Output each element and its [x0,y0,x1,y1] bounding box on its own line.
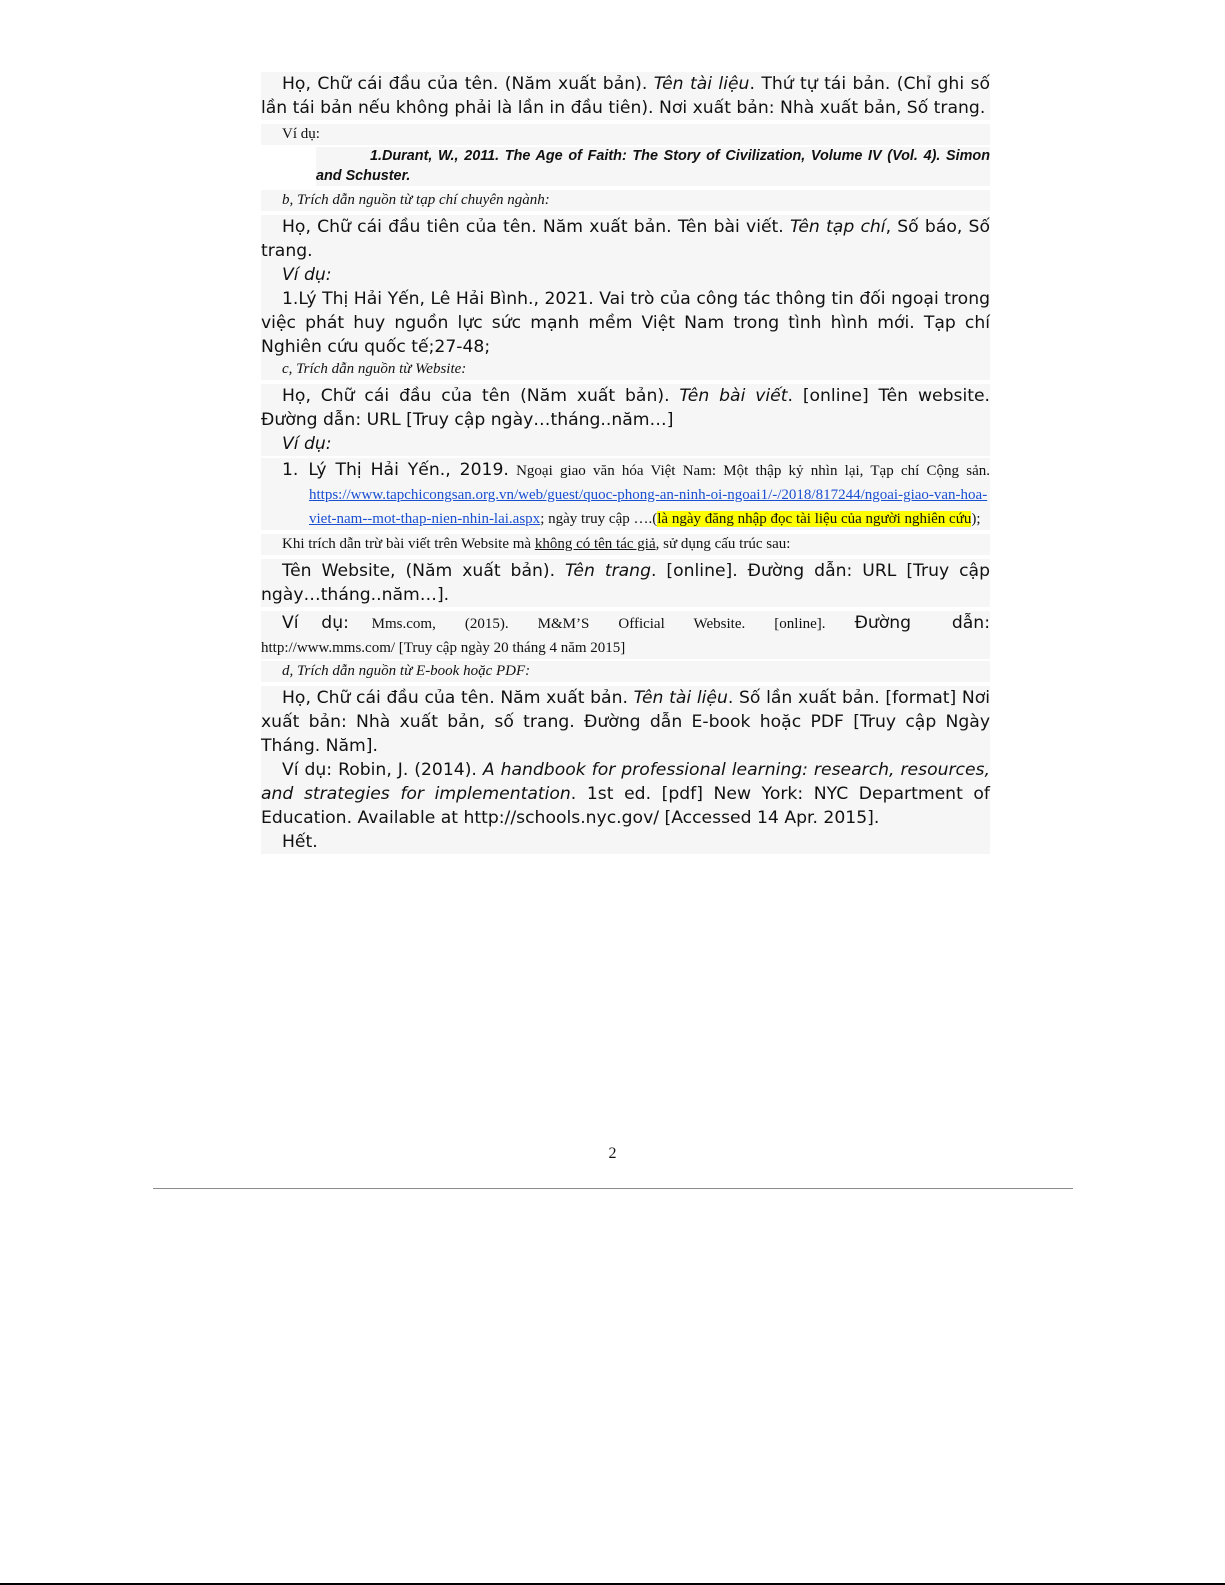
example-author: Lý Thị Hải Yến., 2019. [308,460,509,480]
example-text: Đường dẫn: [854,613,990,633]
format-title: Tên tạp chí [789,217,886,237]
website-example [261,458,990,530]
example-label: Ví dụ: [261,263,990,287]
format-text: Họ, Chữ cái đầu của tên. Năm xuất bản. [282,688,634,708]
example-text: . 1st ed. [pdf] New York: NYC Department of Education. Available at http://schools.nyc.gov/ [Accessed 14 Apr. 2015]. [261,784,990,828]
format-text: . Thứ tự tái bản. (Chỉ ghi số lần tái bản nếu không phải là lần in đầu tiên). Nơi xuất bản: Nhà xuất bản, Số trang. [261,74,990,118]
format-text: . Số lần xuất bản. [format] Nơi xuất bản: Nhà xuất bản, số trang. Đường dẫn E-book hoặc PDF [Truy cập Ngày Tháng. Năm]. [261,688,990,756]
format-title: Tên tài liệu [633,688,728,708]
example-text: Mms.com, (2015). M&M’S Official Website. [online]. [371,616,855,632]
journal-heading: b, Trích dẫn nguồn từ tạp chí chuyên ngành: [261,190,990,211]
no-author-note [261,534,990,555]
format-text: , Số báo, Số trang. [261,217,990,261]
format-title: Tên bài viết [679,386,788,406]
example-label: Ví dụ: [261,432,990,456]
ebook-example [261,758,990,830]
format-text: . [online] Tên website. Đường dẫn: URL [Truy cập ngày…tháng..năm…] [261,386,991,430]
page-number: 2 [608,1145,617,1162]
underlined-text: không có tên tác giả [534,536,656,552]
no-author-example [261,611,990,659]
example-url: http://www.mms.com/ [Truy cập ngày 20 tháng 4 năm 2015] [261,640,626,656]
example-text: ; ngày truy cập ….( [540,511,658,527]
website-citation-format [261,384,990,432]
page-divider [153,1188,1073,1189]
format-text: Tên Website, (Năm xuất bản). [282,561,566,581]
journal-citation-format [261,215,990,263]
example-label: Ví dụ: [282,760,339,780]
example-title: A handbook for professional learning: research, resources, and strategies for implementation [261,760,990,804]
example-label: Ví dụ: [282,613,372,633]
ebook-heading: d, Trích dẫn nguồn từ E-book hoặc PDF: [261,661,990,682]
document-body [261,72,990,854]
no-author-format [261,559,990,607]
website-heading: c, Trích dẫn nguồn từ Website: [261,359,990,380]
example-text: Ngoại giao văn hóa Việt Nam: Một thập kỷ nhìn lại, Tạp chí Cộng sản. [508,463,990,479]
journal-example: 1.Lý Thị Hải Yến, Lê Hải Bình., 2021. Vai trò của công tác thông tin đối ngoại trong việc phát huy nguồn lực sức mạnh mềm Việt Nam trong tình hình mới. Tạp chí Nghiên cứu quốc tế;27-48; [261,289,990,357]
list-number: 1. [282,460,299,480]
highlighted-text: là ngày đăng nhập đọc tài liệu của người nghiên cứu [657,511,972,527]
format-title: Tên tài liệu [653,74,750,94]
format-text: Họ, Chữ cái đầu của tên (Năm xuất bản). [282,386,680,406]
example-text: Robin, J. (2014). [338,760,483,780]
note-text: Khi trích dẫn trừ bài viết trên Website mà [282,536,535,552]
book-example: 1.Durant, W., 2011. The Age of Faith: The Story of Civilization, Volume IV (Vol. 4). Simon and Schuster. [316,147,990,186]
format-text: Họ, Chữ cái đầu tiên của tên. Năm xuất bản. Tên bài viết. [282,217,790,237]
ebook-citation-format [261,686,990,758]
format-text: . [online]. Đường dẫn: URL [Truy cập ngày…tháng..năm…]. [261,561,990,605]
example-label: Ví dụ: [261,124,990,145]
format-title: Tên trang [565,561,651,581]
book-citation-format [261,72,990,120]
example-text: ); [971,511,981,527]
end-text: Hết. [261,830,990,854]
note-text: , sử dụng cấu trúc sau: [655,536,791,552]
example-url-link[interactable]: https://www.tapchicongsan.org.vn/web/guest/quoc-phong-an-ninh-oi-ngoai1/-/2018/817244/ngoai-giao-van-hoa-viet-nam--mot-thap-nien-nhin-lai.aspx [309,487,988,527]
format-text: Họ, Chữ cái đầu của tên. (Năm xuất bản). [282,74,654,94]
